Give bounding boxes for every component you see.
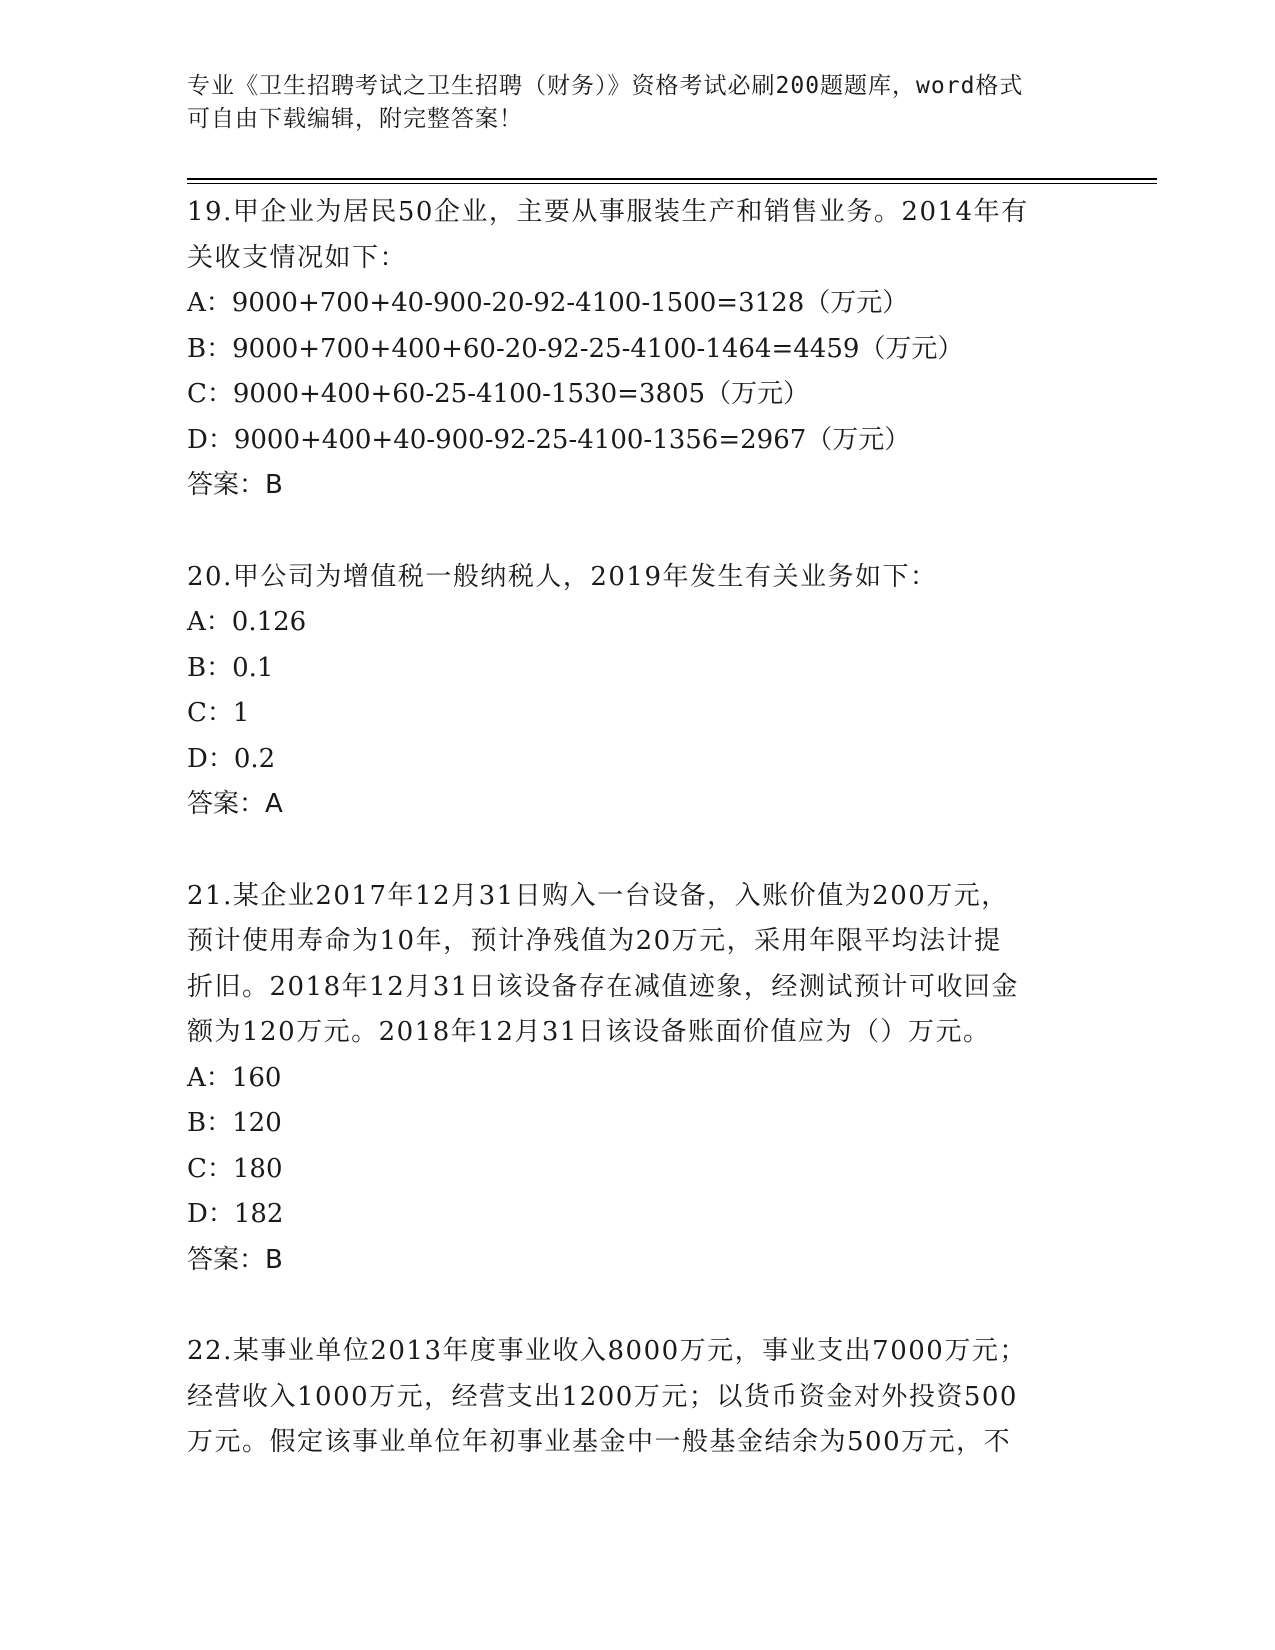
question-stem: 万元。假定该事业单位年初事业基金中一般基金结余为500万元，不 <box>187 1427 1012 1457</box>
question-22 <box>187 1329 1087 1466</box>
option-c: C：1 <box>187 698 250 728</box>
option-a: A：0.126 <box>187 607 307 637</box>
option-b: B：0.1 <box>187 652 274 683</box>
question-stem: 19.甲企业为居民50企业，主要从事服装生产和销售业务。2014年有 <box>187 197 1029 227</box>
answer-line: 答案：A <box>187 789 283 819</box>
header-divider-thick <box>187 178 1157 180</box>
option-d: D：0.2 <box>187 743 276 774</box>
option-a: A：160 <box>187 1062 282 1093</box>
header-subtitle-line: 可自由下载编辑，附完整答案！ <box>187 106 523 132</box>
document-header <box>187 70 1087 136</box>
option-c: C：9000+400+60-25-4100-1530=3805（万元） <box>187 379 810 409</box>
answer-line: 答案：B <box>187 470 283 500</box>
question-20 <box>187 555 1087 828</box>
question-stem: 关收支情况如下： <box>187 242 408 273</box>
option-d: D：9000+400+40-900-92-25-4100-1356=2967（万元） <box>187 424 911 455</box>
question-stem: 额为120万元。2018年12月31日该设备账面价值应为（）万元。 <box>187 1017 991 1047</box>
header-divider-thin <box>187 183 1157 184</box>
option-a: A：9000+700+40-900-20-92-4100-1500=3128（万元） <box>187 288 909 318</box>
question-stem: 折旧。2018年12月31日该设备存在减值迹象，经测试预计可收回金 <box>187 971 1019 1002</box>
question-21 <box>187 874 1087 1284</box>
question-list <box>187 190 1087 1512</box>
option-b: B：120 <box>187 1108 282 1138</box>
option-b: B：9000+700+400+60-20-92-25-4100-1464=4459（万元） <box>187 333 964 364</box>
question-19 <box>187 190 1087 509</box>
question-stem: 预计使用寿命为10年，预计净残值为20万元，采用年限平均法计提 <box>187 926 1002 956</box>
question-stem: 20.甲公司为增值税一般纳税人，2019年发生有关业务如下： <box>187 561 938 592</box>
question-stem: 经营收入1000万元，经营支出1200万元；以货币资金对外投资500 <box>187 1381 1018 1412</box>
header-title-line: 专业《卫生招聘考试之卫生招聘（财务）》资格考试必刷200题题库，word格式 <box>187 73 1024 99</box>
question-stem: 21.某企业2017年12月31日购入一台设备，入账价值为200万元， <box>187 880 1009 911</box>
option-d: D：182 <box>187 1199 284 1229</box>
option-c: C：180 <box>187 1153 283 1184</box>
question-stem: 22.某事业单位2013年度事业收入8000万元，事业支出7000万元； <box>187 1336 1027 1366</box>
answer-line: 答案：B <box>187 1244 283 1275</box>
